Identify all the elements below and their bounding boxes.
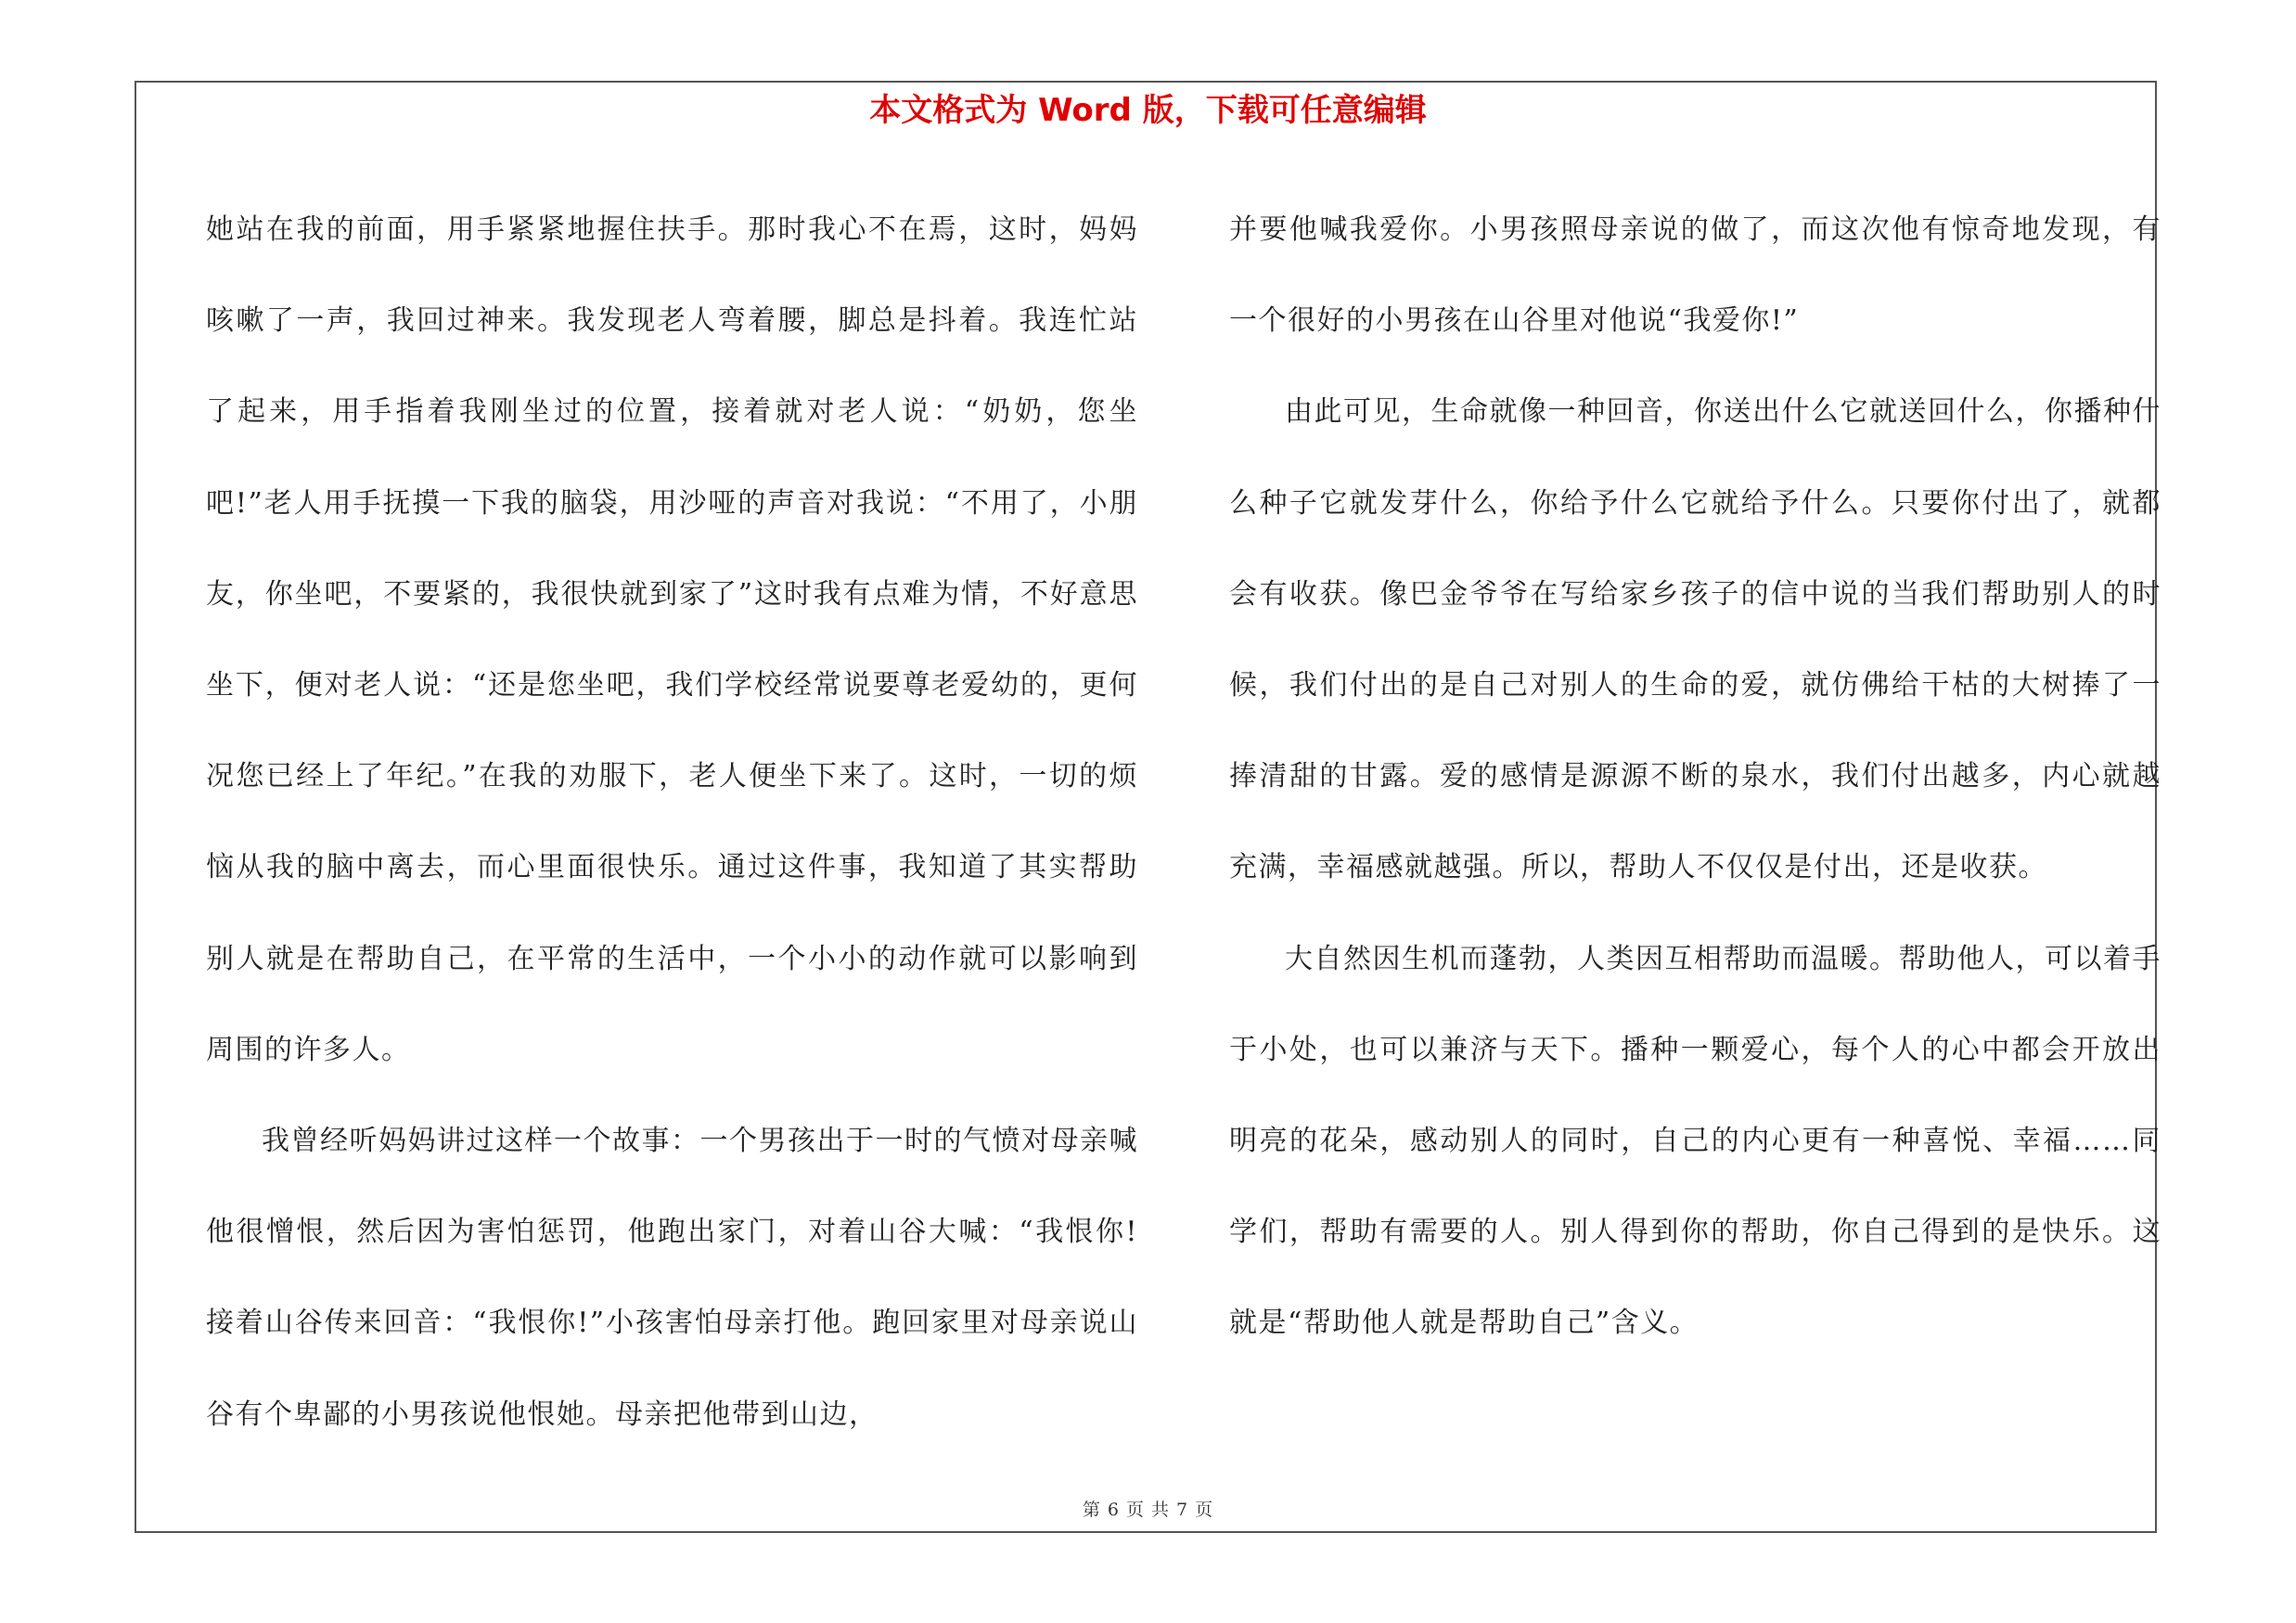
- paragraph: 她站在我的前面，用手紧紧地握住扶手。那时我心不在焉，这时，妈妈咳嗽了一声，我回过神来。我发现老人弯着腰，脚总是抖着。我连忙站了起来，用手指着我刚坐过的位置，接着就对老人说：“奶奶，您坐吧!”老人用手抚摸一下我的脑袋，用沙哑的声音对我说：“不用了，小朋友，你坐吧，不要紧的，我很快就到家了”这时我有点难为情，不好意思坐下，便对老人说：“还是您坐吧，我们学校经常说要尊老爱幼的，更何况您已经上了年纪。”在我的劝服下，老人便坐下来了。这时，一切的烦恼从我的脑中离去，而心里面很快乐。通过这件事，我知道了其实帮助别人就是在帮助自己，在平常的生活中，一个小小的动作就可以影响到周围的许多人。: [206, 213, 1138, 1066]
- paragraph: 我曾经听妈妈讲过这样一个故事：一个男孩出于一时的气愤对母亲喊他很憎恨，然后因为害怕惩罚，他跑出家门，对着山谷大喊：“我恨你!接着山谷传来回音：“我恨你!”小孩害怕母亲打他。跑回家里对母亲说山谷有个卑鄙的小男孩说他恨她。母亲把他带到山边，: [206, 1125, 1138, 1431]
- word-format-banner: 本文格式为 Word 版，下载可任意编辑: [869, 92, 1427, 129]
- right-column: [1229, 185, 2161, 1370]
- left-column: [206, 185, 1138, 1461]
- paragraph: 由此可见，生命就像一种回音，你送出什么它就送回什么，你播种什么种子它就发芽什么，你给予什么它就给予什么。只要你付出了，就都会有收获。像巴金爷爷在写给家乡孩子的信中说的当我们帮助别人的时候，我们付出的是自己对别人的生命的爱，就仿佛给干枯的大树捧了一捧清甜的甘露。爱的感情是源源不断的泉水，我们付出越多，内心就越充满，幸福感就越强。所以，帮助人不仅仅是付出，还是收获。: [1229, 395, 2161, 884]
- paragraph: 并要他喊我爱你。小男孩照母亲说的做了，而这次他有惊奇地发现，有一个很好的小男孩在山谷里对他说“我爱你!”: [1229, 213, 2161, 338]
- paragraph: 大自然因生机而蓬勃，人类因互相帮助而温暖。帮助他人，可以着手于小处，也可以兼济与天下。播种一颗爱心，每个人的心中都会开放出明亮的花朵，感动别人的同时，自己的内心更有一种喜悦、幸福……同学们，帮助有需要的人。别人得到你的帮助，你自己得到的是快乐。这就是“帮助他人就是帮助自己”含义。: [1229, 942, 2161, 1340]
- page-number: 第 6 页 共 7 页: [1082, 1500, 1214, 1520]
